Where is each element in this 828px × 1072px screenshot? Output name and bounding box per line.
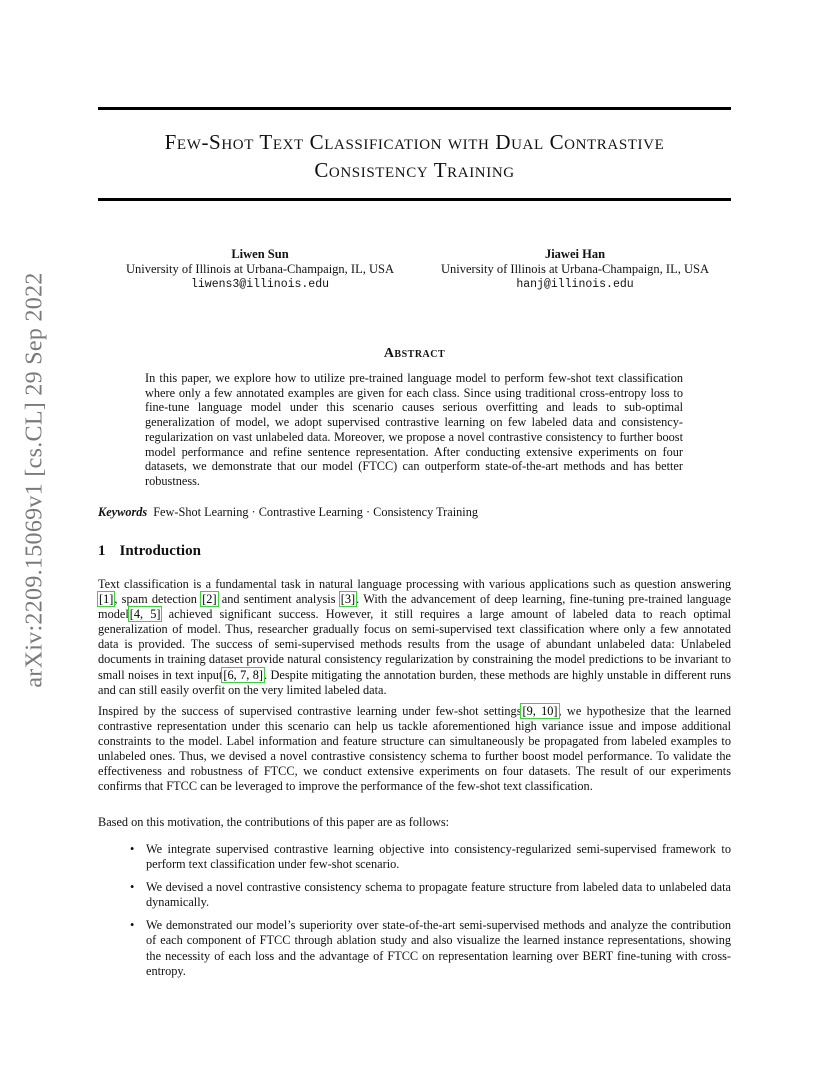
list-item-text: We integrate supervised contrastive learning objective into consistency-regularized semi-supervised framework to perform text classification under few-shot scenario. [146,842,731,872]
paper-title-line-2: Consistency Training [314,158,515,182]
paragraph-text: . Despite mitigating the annotation burden, these methods are highly unstable in different runs and can still easily overfit on the very limited labeled data. [98,667,731,697]
section-heading-introduction [98,543,201,560]
paragraph-text: achieved significant success. However, it still requires a large amount of labeled data to reach optimal generalization of model. Thus, researcher gradually focus on semi-supervised text classification where only a few annotated data is provided. The success of semi-supervised methods results from the usage of abundant unlabeled data: Unlabeled documents in training dataset provide natural consistency regularization by constraining the model predictions to be invariant to small noises in text input [98,607,731,682]
list-item [118,842,731,872]
author-email[interactable]: liwens3@illinois.edu [190,278,330,291]
bullet-icon: • [130,880,135,895]
author-affiliation: University of Illinois at Urbana-Champaign, IL, USA [125,262,394,276]
intro-paragraph-2 [98,704,731,795]
citation-link[interactable]: [9, 10] [522,704,558,718]
paragraph-text: and sentiment analysis [217,592,340,607]
author-name: Jiawei Han [544,247,606,261]
citation-link[interactable]: [6, 7, 8] [223,667,263,682]
list-item-text: We devised a novel contrastive consistency schema to propagate feature structure from labeled data to unlabeled data dynamically. [146,880,731,910]
paragraph-text: Text classification is a fundamental task in natural language processing with various applications such as question answering [98,577,731,591]
author-block-1 [100,247,420,292]
citation-link[interactable]: [1] [99,592,114,607]
arxiv-identifier-stamp [20,272,50,688]
paragraph-text: , we hypothesize that the learned contrastive representation under this scenario can help us tackle aforementioned high variance issue and impose additional constraints to the model. Label information and feature structure can simultaneously be propagated from labeled examples to unlabeled ones. Thus, we devised a novel contrastive consistency schema to further boost model performance. To validate the effectiveness and robustness of FTCC, we conduct extensive experiments on four datasets. The result of our experiments confirms that FTCC can be leveraged to improve the performance of the few-shot text classification. [98,704,731,794]
intro-paragraph-1 [98,577,731,698]
paragraph-text: Inspired by the success of supervised contrastive learning under few-shot settings [98,704,522,718]
bullet-icon: • [130,842,135,856]
title-bottom-rule [98,198,731,201]
title-top-rule [98,107,731,110]
paragraph-text: , spam detection [114,592,202,607]
keywords-text: Few-Shot Learning · Contrastive Learning · Consistency Training [153,505,479,519]
abstract-heading: Abstract [383,346,446,361]
intro-paragraph-3: Based on this motivation, the contributions of this paper are as follows: [98,815,450,829]
list-item-text: We demonstrated our model’s superiority over state-of-the-art semi-supervised methods and analyze the contribution of each component of FTCC through ablation study and also visualize the learned instance representations, showing the necessity of each loss and the advantage of FTCC on representation learning over BERT fine-tuning with cross-entropy. [146,918,731,978]
keywords-line [98,505,731,520]
paragraph-text: . With the advancement of deep learning, fine-tuning pre-trained language model [98,592,731,622]
arxiv-identifier-text: arXiv:2209.15069v1 [cs.CL] 29 Sep 2022 [21,272,48,688]
bullet-icon: • [130,918,135,933]
author-block-2 [415,247,735,292]
paper-title-line-1: Few-Shot Text Classification with Dual Contrastive [164,130,665,154]
citation-link[interactable]: [2] [202,592,217,607]
abstract-text: In this paper, we explore how to utilize pre-trained language model to perform few-shot text classification where only a few annotated examples are given for each class. Since using traditional cross-entropy loss to fine-tune language model under this scenario causes serious overfitting and leads to sub-optimal generalization of model, we adopt supervised contrastive learning on few labeled data and consistency-regularization on vast unlabeled data. Moreover, we propose a novel contrastive consistency to further boost model performance and refine sentence representation. After conducting extensive experiments on four datasets, we demonstrate that our model (FTCC) can outperform state-of-the-art methods and has better robustness. [145,371,683,488]
author-affiliation: University of Illinois at Urbana-Champaign, IL, USA [440,262,709,276]
keywords-label: Keywords [98,505,148,519]
section-title: Introduction [119,543,201,559]
author-email[interactable]: hanj@illinois.edu [516,278,634,291]
citation-link[interactable]: [3] [340,592,356,607]
list-item [118,880,731,910]
list-item [118,918,731,978]
section-number: 1 [98,543,106,559]
citation-link[interactable]: [4, 5] [129,607,161,622]
author-name: Liwen Sun [231,247,289,261]
contributions-list [118,842,731,987]
paper-title [98,128,731,184]
